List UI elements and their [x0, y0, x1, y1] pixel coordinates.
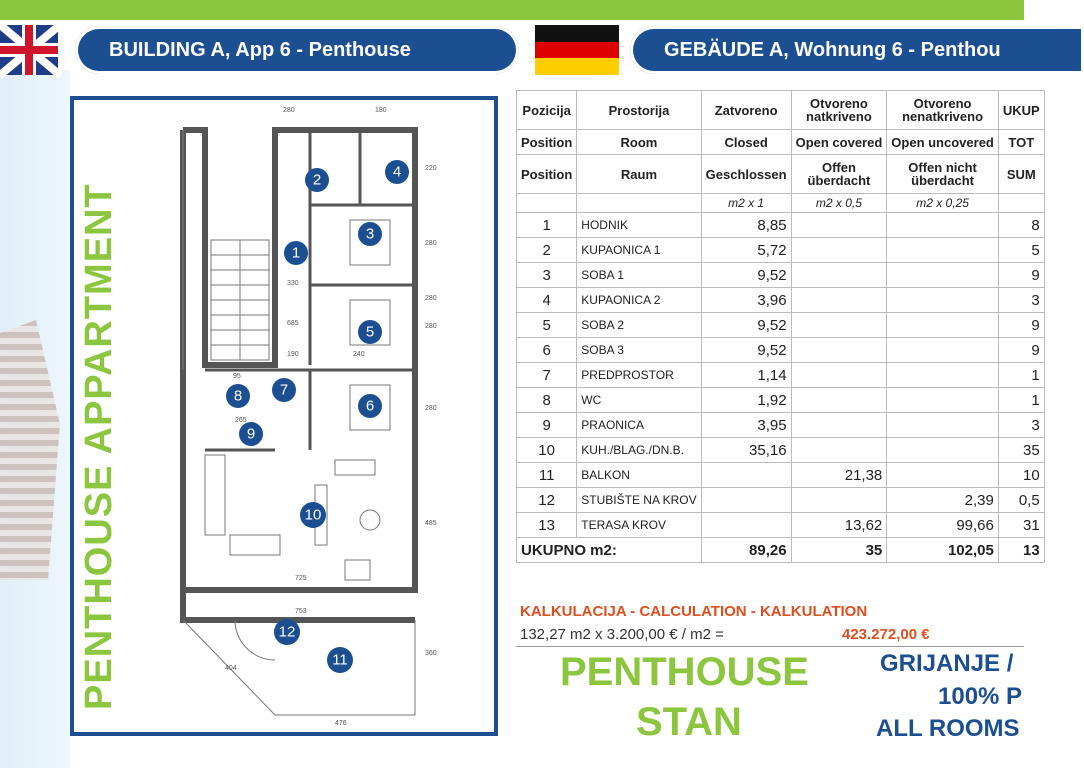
row-total: 35	[998, 438, 1044, 463]
row-total: 10	[998, 463, 1044, 488]
room-marker-7	[272, 378, 296, 402]
row-covered	[791, 213, 887, 238]
room-number: 5	[365, 323, 375, 341]
heating-label-line3: ALL ROOMS	[876, 715, 1020, 742]
room-marker-5	[358, 320, 382, 344]
row-room: KUH./BLAG./DN.B.	[577, 438, 701, 463]
plan-dimensions	[225, 107, 437, 727]
row-uncovered	[887, 338, 999, 363]
dim-label: 220	[425, 165, 437, 172]
row-closed: 1,92	[701, 388, 791, 413]
row-uncovered	[887, 263, 999, 288]
table-row	[517, 313, 1045, 338]
row-total: 5	[998, 238, 1044, 263]
dim-label: 685	[287, 320, 299, 327]
row-covered	[791, 488, 887, 513]
row-room: WC	[577, 388, 701, 413]
plan-vertical-title: PENTHOUSE APPARTMENT	[78, 183, 120, 710]
row-total: 1	[998, 363, 1044, 388]
row-room: SOBA 3	[577, 338, 701, 363]
room-marker-12	[274, 619, 300, 645]
row-closed: 9,52	[701, 338, 791, 363]
total-uncovered: 102,05	[887, 538, 999, 563]
row-room: SOBA 2	[577, 313, 701, 338]
table-total-row	[517, 538, 1045, 563]
row-closed	[701, 463, 791, 488]
row-position: 9	[517, 413, 577, 438]
row-position: 7	[517, 363, 577, 388]
room-number: 8	[233, 387, 243, 405]
row-room: BALKON	[577, 463, 701, 488]
room-number: 9	[246, 425, 256, 443]
row-room: HODNIK	[577, 213, 701, 238]
calculation-title: KALKULACIJA - CALCULATION - KALKULATION	[520, 603, 868, 620]
table-row	[517, 513, 1045, 538]
dim-label: 476	[335, 720, 347, 727]
row-total: 31	[998, 513, 1044, 538]
row-covered	[791, 438, 887, 463]
calculation-formula: 132,27 m2 x 3.200,00 € / m2 =	[520, 626, 724, 643]
table-row	[517, 288, 1045, 313]
room-marker-9	[239, 422, 263, 446]
room-number: 6	[365, 397, 375, 415]
title-de: GEBÄUDE A, Wohnung 6 - Penthou	[664, 39, 1001, 61]
divider	[516, 646, 1024, 647]
dim-label: 265	[235, 417, 247, 424]
total-covered: 35	[791, 538, 887, 563]
table-row	[517, 363, 1045, 388]
room-marker-11	[327, 647, 353, 673]
row-position: 11	[517, 463, 577, 488]
row-total: 3	[998, 288, 1044, 313]
dim-label: 404	[225, 665, 237, 672]
dim-label: 330	[287, 280, 299, 287]
row-uncovered	[887, 363, 999, 388]
room-number: 1	[291, 244, 301, 262]
room-number: 4	[392, 163, 402, 181]
dim-label: 753	[295, 608, 307, 615]
row-position: 10	[517, 438, 577, 463]
penthouse-label-line2: STAN	[636, 700, 742, 744]
room-marker-6	[358, 394, 382, 418]
row-covered	[791, 263, 887, 288]
top-green-strip	[0, 0, 1024, 20]
dim-label: 280	[425, 240, 437, 247]
row-room: PREDPROSTOR	[577, 363, 701, 388]
row-uncovered	[887, 388, 999, 413]
dim-label: 95	[233, 373, 241, 380]
dim-label: 240	[353, 351, 365, 358]
row-closed: 8,85	[701, 213, 791, 238]
row-room: KUPAONICA 2	[577, 288, 701, 313]
dim-label: 485	[425, 520, 437, 527]
table-header-de: Position Raum Geschlossen Offen überdacht Offen nicht überdacht SUM	[517, 155, 1045, 194]
row-uncovered: 2,39	[887, 488, 999, 513]
row-covered	[791, 363, 887, 388]
room-number: 3	[365, 225, 375, 243]
row-covered	[791, 413, 887, 438]
row-room: SOBA 1	[577, 263, 701, 288]
room-marker-8	[226, 384, 250, 408]
row-closed: 5,72	[701, 238, 791, 263]
row-covered: 21,38	[791, 463, 887, 488]
row-covered	[791, 288, 887, 313]
table-header-hr: Pozicija Prostorija Zatvoreno Otvoreno natkriveno Otvoreno nenatkriveno UKUP	[517, 91, 1045, 130]
area-table	[516, 90, 1045, 563]
row-uncovered	[887, 238, 999, 263]
room-marker-2	[305, 168, 329, 192]
heating-label-line1: GRIJANJE /	[880, 650, 1014, 677]
dim-label: 280	[283, 107, 295, 114]
row-closed	[701, 513, 791, 538]
stair-drawing	[211, 240, 269, 360]
total-closed: 89,26	[701, 538, 791, 563]
total-sum: 13	[998, 538, 1044, 563]
room-number: 7	[279, 381, 289, 399]
row-position: 12	[517, 488, 577, 513]
table-row	[517, 238, 1045, 263]
row-total: 9	[998, 313, 1044, 338]
row-uncovered	[887, 463, 999, 488]
table-units-row: m2 x 1 m2 x 0,5 m2 x 0,25	[517, 194, 1045, 213]
floor-plan-drawing	[175, 100, 495, 732]
room-marker-4	[385, 160, 409, 184]
table-header-en: Position Room Closed Open covered Open uncovered TOT	[517, 130, 1045, 155]
row-covered	[791, 238, 887, 263]
germany-flag-icon	[535, 25, 619, 75]
dim-label: 725	[295, 575, 307, 582]
row-uncovered	[887, 213, 999, 238]
row-closed: 9,52	[701, 263, 791, 288]
row-position: 4	[517, 288, 577, 313]
table-row	[517, 438, 1045, 463]
room-number: 2	[312, 171, 322, 189]
row-covered	[791, 388, 887, 413]
row-position: 1	[517, 213, 577, 238]
heating-label-line2: 100% P	[938, 683, 1023, 710]
dim-label: 190	[287, 351, 299, 358]
dim-label: 280	[425, 295, 437, 302]
row-closed: 3,95	[701, 413, 791, 438]
table-row	[517, 413, 1045, 438]
calculation-result: 423.272,00 €	[842, 626, 930, 643]
dim-label: 280	[425, 405, 437, 412]
row-covered	[791, 338, 887, 363]
row-uncovered	[887, 313, 999, 338]
row-closed: 3,96	[701, 288, 791, 313]
row-position: 8	[517, 388, 577, 413]
row-position: 6	[517, 338, 577, 363]
table-row	[517, 488, 1045, 513]
table-row	[517, 263, 1045, 288]
row-position: 5	[517, 313, 577, 338]
row-uncovered	[887, 438, 999, 463]
dim-label: 280	[425, 323, 437, 330]
row-closed: 35,16	[701, 438, 791, 463]
dim-label: 180	[375, 107, 387, 114]
room-number: 11	[332, 651, 348, 669]
row-covered: 13,62	[791, 513, 887, 538]
row-room: TERASA KROV	[577, 513, 701, 538]
row-closed: 1,14	[701, 363, 791, 388]
table-row	[517, 388, 1045, 413]
row-uncovered: 99,66	[887, 513, 999, 538]
row-room: STUBIŠTE NA KROV	[577, 488, 701, 513]
row-room: PRAONICA	[577, 413, 701, 438]
table-row	[517, 463, 1045, 488]
room-marker-3	[358, 222, 382, 246]
total-label: UKUPNO m2:	[517, 538, 702, 563]
row-position: 13	[517, 513, 577, 538]
title-banner-de	[630, 26, 1084, 74]
row-total: 1	[998, 388, 1044, 413]
room-marker-1	[284, 241, 308, 265]
uk-flag-icon	[0, 25, 58, 75]
row-uncovered	[887, 288, 999, 313]
row-total: 9	[998, 338, 1044, 363]
dim-label: 360	[425, 650, 437, 657]
row-total: 9	[998, 263, 1044, 288]
row-total: 8	[998, 213, 1044, 238]
row-uncovered	[887, 413, 999, 438]
table-row	[517, 213, 1045, 238]
row-total: 3	[998, 413, 1044, 438]
row-closed	[701, 488, 791, 513]
penthouse-label-line1: PENTHOUSE	[560, 650, 809, 694]
table-row	[517, 338, 1045, 363]
row-room: KUPAONICA 1	[577, 238, 701, 263]
row-position: 2	[517, 238, 577, 263]
room-marker-10	[300, 502, 326, 528]
room-number: 10	[304, 506, 322, 524]
row-position: 3	[517, 263, 577, 288]
title-en: BUILDING A, App 6 - Penthouse	[109, 39, 411, 61]
title-banner-en	[75, 26, 519, 74]
row-closed: 9,52	[701, 313, 791, 338]
room-number: 12	[278, 623, 296, 641]
row-covered	[791, 313, 887, 338]
row-total: 0,5	[998, 488, 1044, 513]
